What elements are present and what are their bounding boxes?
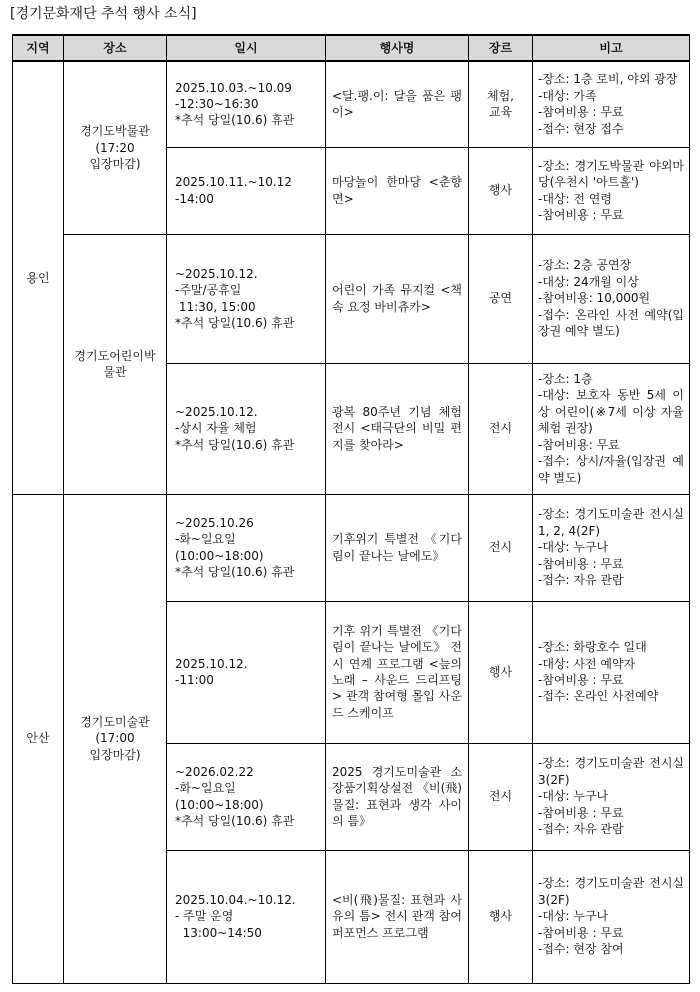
venue-cell [64,234,167,494]
event-name: <비(飛)물질: 표현과 사유의 틈> 전시 관객 참여 퍼포먼스 프로그램 [326,850,469,983]
event-name: 2025 경기도미술관 소장품기획상설전 《비(飛)물질: 표현과 생각 사이의 틈》 [326,743,469,850]
event-note: -장소: 경기도미술관 전시실 1, 2, 4(2F) -대상: 누구나 -참여비용 : 무료 -접수: 자유 관람 [533,494,690,601]
region-cell [13,494,64,983]
event-genre: 전시 [469,494,533,601]
table-row [13,494,690,601]
event-note: -장소: 1층 로비, 야외 광장 -대상: 가족 -참여비용 : 무료 -접수: 현장 접수 [533,61,690,147]
event-name: 기후 위기 특별전 《기다림이 끝나는 날에도》 전시 연계 프로그램 <늪의 노래 – 사운드 드리프팅> 관객 참여형 몰입 사운드 스케이프 [326,601,469,743]
event-date: ~2025.10.12. -주말/공휴일 11:30, 15:00 *추석 당일(10.6) 휴관 [167,234,326,363]
event-date: 2025.10.11.~10.12 -14:00 [167,147,326,234]
event-table [12,34,690,984]
event-note: -장소: 경기도미술관 전시실 3(2F) -대상: 누구나 -참여비용 : 무료 -접수: 자유 관람 [533,743,690,850]
region-label: 용인 [26,270,50,285]
table-row [13,234,690,363]
event-genre: 행사 [469,147,533,234]
event-date: 2025.10.12. -11:00 [167,601,326,743]
event-genre: 전시 [469,743,533,850]
event-name: 기후위기 특별전 《기다림이 끝나는 날에도》 [326,494,469,601]
header-region: 지역 [13,35,64,61]
venue-cell [64,494,167,983]
event-date: 2025.10.04.~10.12. - 주말 운영 13:00~14:50 [167,850,326,983]
event-genre: 행사 [469,850,533,983]
event-name: <달.팽.이: 달을 품은 팽이> [326,61,469,147]
event-note: -장소: 경기도미술관 전시실 3(2F) -대상: 누구나 -참여비용 : 무료 -접수: 현장 참여 [533,850,690,983]
event-date: 2025.10.03.~10.09 -12:30~16:30 *추석 당일(10.6) 휴관 [167,61,326,147]
event-note: -장소: 경기도박물관 야외마당(우천시 '아트홀') -대상: 전 연령 -참여비용 : 무료 [533,147,690,234]
header-event-name: 행사명 [326,35,469,61]
event-genre: 전시 [469,363,533,494]
venue-label: 경기도박물관 (17:20 입장마감) [80,124,150,171]
header-date: 일시 [167,35,326,61]
event-note: -장소: 2층 공연장 -대상: 24개월 이상 -참여비용: 10,000원 -접수: 온라인 사전 예약(입장권 예약 별도) [533,234,690,363]
page-title: [경기문화재단 추석 행사 소식] [10,6,197,22]
event-date: ~2025.10.12. -상시 자율 체험 *추석 당일(10.6) 휴관 [167,363,326,494]
venue-cell [64,61,167,234]
event-genre: 행사 [469,601,533,743]
venue-label: 경기도미술관 (17:00 입장마감) [80,714,150,762]
header-genre: 장르 [469,35,533,61]
region-label: 안산 [26,731,50,746]
event-note: -장소: 1층 -대상: 보호자 동반 5세 이상 어린이(※7세 이상 자율 체험 권장) -참여비용: 무료 -접수: 상시/자율(입장권 예약 별도) [533,363,690,494]
table-row [13,61,690,147]
event-name: 광복 80주년 기념 체험 전시 <태극단의 비밀 편지를 찾아라> [326,363,469,494]
event-name: 어린이 가족 뮤지컬 <책 속 요정 바비츄카> [326,234,469,363]
venue-label: 경기도어린이박 물관 [74,348,156,379]
event-date: ~2026.02.22 -화~일요일 (10:00~18:00) *추석 당일(10.6) 휴관 [167,743,326,850]
header-note: 비고 [533,35,690,61]
event-genre: 공연 [469,234,533,363]
table-header-row [13,35,690,61]
event-name: 마당놀이 한마당 <춘향면> [326,147,469,234]
header-venue: 장소 [64,35,167,61]
region-cell [13,61,64,494]
event-note: -장소: 화랑호수 일대 -대상: 사전 예약자 -참여비용 : 무료 -접수: 온라인 사전예약 [533,601,690,743]
event-date: ~2025.10.26 -화~일요일 (10:00~18:00) *추석 당일(10.6) 휴관 [167,494,326,601]
event-genre: 체험, 교육 [469,61,533,147]
